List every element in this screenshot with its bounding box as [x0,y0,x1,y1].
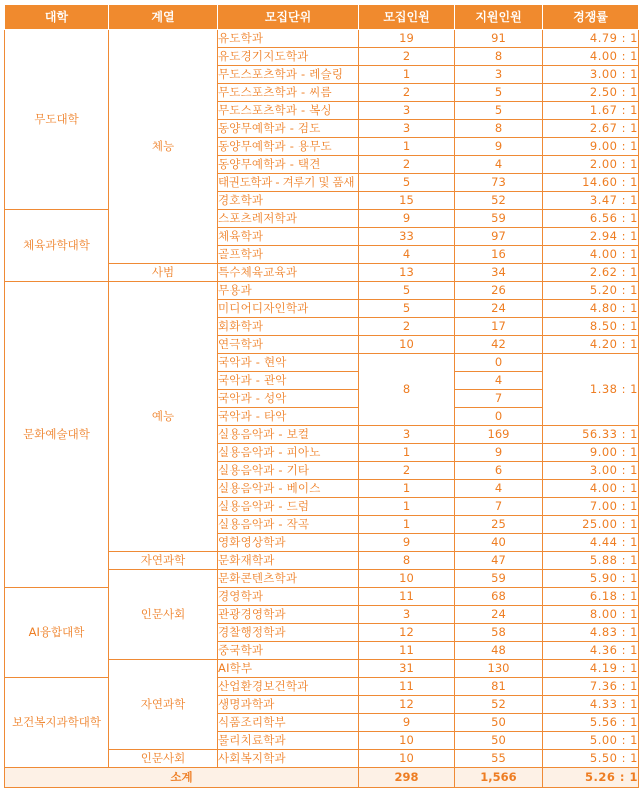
quota-cell: 5 [359,300,455,318]
ratio-cell: 6.56 : 1 [543,210,639,228]
admission-table [4,4,639,788]
college-cell: AI융합대학 [5,588,109,678]
unit-cell: 유도경기지도학과 [218,48,359,66]
unit-cell: 산업환경보건학과 [218,678,359,696]
unit-cell: 관광경영학과 [218,606,359,624]
total-row [5,768,639,788]
division-cell: 예능 [109,282,218,552]
applicants-cell: 7 [455,390,543,408]
quota-cell: 33 [359,228,455,246]
applicants-cell: 34 [455,264,543,282]
table-row [5,30,639,48]
applicants-cell: 169 [455,426,543,444]
ratio-cell: 8.50 : 1 [543,318,639,336]
ratio-cell: 2.94 : 1 [543,228,639,246]
applicants-cell: 4 [455,480,543,498]
ratio-cell: 9.00 : 1 [543,444,639,462]
college-cell: 체육과학대학 [5,210,109,282]
division-cell: 인문사회 [109,750,218,768]
ratio-cell: 4.36 : 1 [543,642,639,660]
applicants-cell: 40 [455,534,543,552]
ratio-cell: 2.50 : 1 [543,84,639,102]
quota-cell: 4 [359,246,455,264]
unit-cell: 유도학과 [218,30,359,48]
ratio-cell: 4.00 : 1 [543,246,639,264]
ratio-cell: 7.36 : 1 [543,678,639,696]
ratio-cell: 4.20 : 1 [543,336,639,354]
applicants-cell: 68 [455,588,543,606]
quota-cell: 1 [359,516,455,534]
college-cell: 문화예술대학 [5,282,109,588]
quota-cell: 1 [359,138,455,156]
unit-cell: 미디어디자인학과 [218,300,359,318]
ratio-cell-merged: 1.38 : 1 [543,354,639,426]
applicants-cell: 0 [455,354,543,372]
applicants-cell: 47 [455,552,543,570]
quota-cell: 3 [359,606,455,624]
quota-cell: 10 [359,732,455,750]
applicants-cell: 5 [455,102,543,120]
ratio-cell: 6.18 : 1 [543,588,639,606]
applicants-cell: 48 [455,642,543,660]
ratio-cell: 3.47 : 1 [543,192,639,210]
applicants-cell: 55 [455,750,543,768]
unit-cell: AI학부 [218,660,359,678]
unit-cell: 경찰행정학과 [218,624,359,642]
quota-cell: 9 [359,714,455,732]
header-college: 대학 [5,5,109,30]
quota-cell: 3 [359,120,455,138]
ratio-cell: 9.00 : 1 [543,138,639,156]
division-cell: 자연과학 [109,552,218,570]
applicants-cell: 5 [455,84,543,102]
unit-cell: 국악과 - 성악 [218,390,359,408]
unit-cell: 동양무예학과 - 검도 [218,120,359,138]
quota-cell: 10 [359,750,455,768]
header-ratio: 경쟁률 [543,5,639,30]
applicants-cell: 7 [455,498,543,516]
quota-cell: 11 [359,588,455,606]
quota-cell: 9 [359,210,455,228]
applicants-cell: 17 [455,318,543,336]
college-cell: 무도대학 [5,30,109,210]
ratio-cell: 5.56 : 1 [543,714,639,732]
unit-cell: 실용음악과 - 드럼 [218,498,359,516]
quota-cell: 1 [359,498,455,516]
applicants-cell: 50 [455,714,543,732]
quota-cell: 9 [359,534,455,552]
unit-cell: 실용음악과 - 피아노 [218,444,359,462]
unit-cell: 연극학과 [218,336,359,354]
applicants-cell: 130 [455,660,543,678]
ratio-cell: 2.00 : 1 [543,156,639,174]
header-applicants: 지원인원 [455,5,543,30]
ratio-cell: 8.00 : 1 [543,606,639,624]
quota-cell: 3 [359,426,455,444]
applicants-cell: 24 [455,606,543,624]
unit-cell: 실용음악과 - 보컬 [218,426,359,444]
unit-cell: 경호학과 [218,192,359,210]
applicants-cell: 42 [455,336,543,354]
applicants-cell: 81 [455,678,543,696]
ratio-cell: 5.20 : 1 [543,282,639,300]
quota-cell: 5 [359,174,455,192]
ratio-cell: 4.44 : 1 [543,534,639,552]
division-cell: 자연과학 [109,660,218,750]
division-cell: 인문사회 [109,570,218,660]
unit-cell: 사회복지학과 [218,750,359,768]
quota-cell: 10 [359,336,455,354]
ratio-cell: 2.62 : 1 [543,264,639,282]
quota-cell: 11 [359,678,455,696]
college-cell: 보건복지과학대학 [5,678,109,768]
header-division: 계열 [109,5,218,30]
table-row [5,588,639,606]
unit-cell: 무용과 [218,282,359,300]
ratio-cell: 3.00 : 1 [543,66,639,84]
unit-cell: 실용음악과 - 기타 [218,462,359,480]
applicants-cell: 8 [455,120,543,138]
quota-cell: 12 [359,696,455,714]
ratio-cell: 4.83 : 1 [543,624,639,642]
applicants-cell: 4 [455,156,543,174]
ratio-cell: 25.00 : 1 [543,516,639,534]
unit-cell: 무도스포츠학과 - 씨름 [218,84,359,102]
ratio-cell: 3.00 : 1 [543,462,639,480]
applicants-cell: 0 [455,408,543,426]
quota-cell: 15 [359,192,455,210]
header-quota: 모집인원 [359,5,455,30]
applicants-cell: 52 [455,192,543,210]
ratio-cell: 7.00 : 1 [543,498,639,516]
ratio-cell: 5.50 : 1 [543,750,639,768]
applicants-cell: 25 [455,516,543,534]
header-row [5,5,639,30]
total-label: 소계 [5,768,359,788]
unit-cell: 경영학과 [218,588,359,606]
applicants-cell: 91 [455,30,543,48]
quota-cell: 3 [359,102,455,120]
ratio-cell: 1.67 : 1 [543,102,639,120]
unit-cell: 국악과 - 관악 [218,372,359,390]
ratio-cell: 5.90 : 1 [543,570,639,588]
quota-cell: 2 [359,84,455,102]
applicants-cell: 6 [455,462,543,480]
total-quota: 298 [359,768,455,788]
division-cell: 사범 [109,264,218,282]
unit-cell: 무도스포츠학과 - 복싱 [218,102,359,120]
ratio-cell: 2.67 : 1 [543,120,639,138]
applicants-cell: 9 [455,444,543,462]
total-applicants: 1,566 [455,768,543,788]
unit-cell: 국악과 - 타악 [218,408,359,426]
header-unit: 모집단위 [218,5,359,30]
unit-cell: 회화학과 [218,318,359,336]
unit-cell: 동양무예학과 - 택견 [218,156,359,174]
quota-cell: 10 [359,570,455,588]
applicants-cell: 97 [455,228,543,246]
applicants-cell: 59 [455,210,543,228]
quota-cell: 1 [359,480,455,498]
ratio-cell: 56.33 : 1 [543,426,639,444]
applicants-cell: 4 [455,372,543,390]
quota-cell: 12 [359,624,455,642]
unit-cell: 스포츠레저학과 [218,210,359,228]
quota-cell-merged: 8 [359,354,455,426]
quota-cell: 2 [359,462,455,480]
table-row [5,678,639,696]
unit-cell: 특수체육교육과 [218,264,359,282]
applicants-cell: 50 [455,732,543,750]
unit-cell: 국악과 - 현악 [218,354,359,372]
admission-table-wrapper [4,4,639,788]
unit-cell: 골프학과 [218,246,359,264]
unit-cell: 태권도학과 - 겨루기 및 품새 [218,174,359,192]
quota-cell: 2 [359,48,455,66]
applicants-cell: 59 [455,570,543,588]
unit-cell: 문화재학과 [218,552,359,570]
quota-cell: 13 [359,264,455,282]
unit-cell: 생명과학과 [218,696,359,714]
ratio-cell: 4.00 : 1 [543,480,639,498]
ratio-cell: 5.88 : 1 [543,552,639,570]
total-ratio: 5.26 : 1 [543,768,639,788]
division-cell: 체능 [109,30,218,264]
unit-cell: 식품조리학부 [218,714,359,732]
applicants-cell: 16 [455,246,543,264]
quota-cell: 5 [359,282,455,300]
quota-cell: 2 [359,318,455,336]
unit-cell: 물리치료학과 [218,732,359,750]
ratio-cell: 4.80 : 1 [543,300,639,318]
ratio-cell: 4.19 : 1 [543,660,639,678]
ratio-cell: 4.00 : 1 [543,48,639,66]
quota-cell: 2 [359,156,455,174]
unit-cell: 실용음악과 - 작곡 [218,516,359,534]
quota-cell: 8 [359,552,455,570]
applicants-cell: 8 [455,48,543,66]
unit-cell: 영화영상학과 [218,534,359,552]
quota-cell: 31 [359,660,455,678]
table-row [5,210,639,228]
applicants-cell: 3 [455,66,543,84]
ratio-cell: 5.00 : 1 [543,732,639,750]
applicants-cell: 24 [455,300,543,318]
unit-cell: 실용음악과 - 베이스 [218,480,359,498]
quota-cell: 1 [359,66,455,84]
applicants-cell: 26 [455,282,543,300]
unit-cell: 무도스포츠학과 - 레슬링 [218,66,359,84]
ratio-cell: 14.60 : 1 [543,174,639,192]
quota-cell: 11 [359,642,455,660]
unit-cell: 동양무예학과 - 용무도 [218,138,359,156]
applicants-cell: 58 [455,624,543,642]
applicants-cell: 52 [455,696,543,714]
table-row [5,282,639,300]
applicants-cell: 73 [455,174,543,192]
quota-cell: 19 [359,30,455,48]
quota-cell: 1 [359,444,455,462]
ratio-cell: 4.33 : 1 [543,696,639,714]
unit-cell: 체육학과 [218,228,359,246]
applicants-cell: 9 [455,138,543,156]
ratio-cell: 4.79 : 1 [543,30,639,48]
unit-cell: 중국학과 [218,642,359,660]
unit-cell: 문화콘텐츠학과 [218,570,359,588]
